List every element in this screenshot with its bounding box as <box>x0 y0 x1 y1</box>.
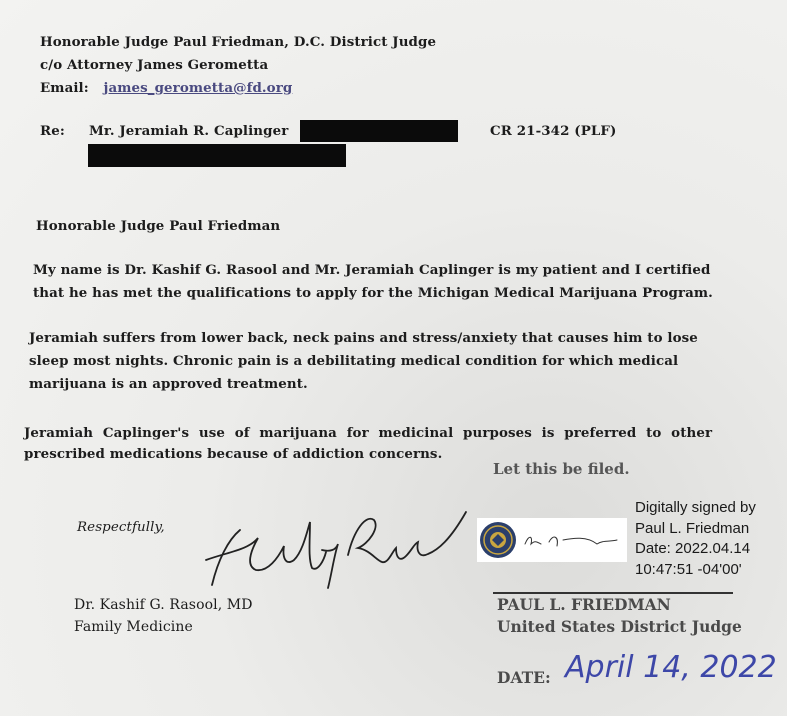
digital-signature-image <box>477 518 627 562</box>
doctor-name: Dr. Kashif G. Rasool, MD <box>74 597 253 613</box>
closing: Respectfully, <box>77 520 165 535</box>
digital-signature-block <box>477 498 787 588</box>
digital-signature-line-2: Paul L. Friedman <box>635 519 750 537</box>
redaction-bar-2 <box>88 144 346 167</box>
judge-name: PAUL L. FRIEDMAN <box>497 595 671 614</box>
paragraph-2-line-1: Jeramiah suffers from lower back, neck pains and stress/anxiety that causes him to lose <box>29 330 698 346</box>
paragraph-3-line-1: Jeramiah Caplinger's use of marijuana for medicinal purposes is preferred to other <box>24 425 713 441</box>
handwritten-date: April 14, 2022 <box>565 650 777 685</box>
paragraph-2-line-2: sleep most nights. Chronic pain is a debilitating medical condition for which medical <box>29 353 679 369</box>
date-label: DATE: <box>497 668 551 687</box>
filed-order-stamp: Let this be filed. <box>493 460 630 478</box>
digital-signature-line-3: Date: 2022.04.14 <box>635 540 751 557</box>
paragraph-2-line-3: marijuana is an approved treatment. <box>29 376 308 392</box>
digital-signature-line-1: Digitally signed by <box>635 499 756 516</box>
case-number: CR 21-342 (PLF) <box>490 123 617 139</box>
paragraph-1-line-1: My name is Dr. Kashif G. Rasool and Mr. Jeramiah Caplinger is my patient and I certified <box>33 262 711 278</box>
redaction-bar-1 <box>300 120 458 142</box>
paragraph-3-line-2: prescribed medications because of addiction concerns. <box>24 446 443 462</box>
addressee-line: Honorable Judge Paul Friedman, D.C. District Judge <box>40 34 437 50</box>
care-of-line: c/o Attorney James Gerometta <box>40 57 269 73</box>
email-line <box>40 80 292 96</box>
judge-title: United States District Judge <box>497 617 742 636</box>
doctor-specialty: Family Medicine <box>74 619 193 635</box>
salutation: Honorable Judge Paul Friedman <box>36 218 281 234</box>
re-label: Re: <box>40 123 65 139</box>
judge-signature-rule <box>493 592 733 594</box>
digital-signature-line-4: 10:47:51 -04'00' <box>635 560 742 578</box>
court-seal-icon <box>477 518 627 562</box>
paragraph-1-line-2: that he has met the qualifications to apply for the Michigan Medical Marijuana Program. <box>33 285 713 301</box>
email-label: Email: <box>40 80 89 96</box>
doctor-signature <box>198 500 473 590</box>
email-link[interactable]: james_gerometta@fd.org <box>103 80 293 96</box>
digital-signature-text <box>635 498 756 580</box>
re-name: Mr. Jeramiah R. Caplinger <box>89 123 289 139</box>
